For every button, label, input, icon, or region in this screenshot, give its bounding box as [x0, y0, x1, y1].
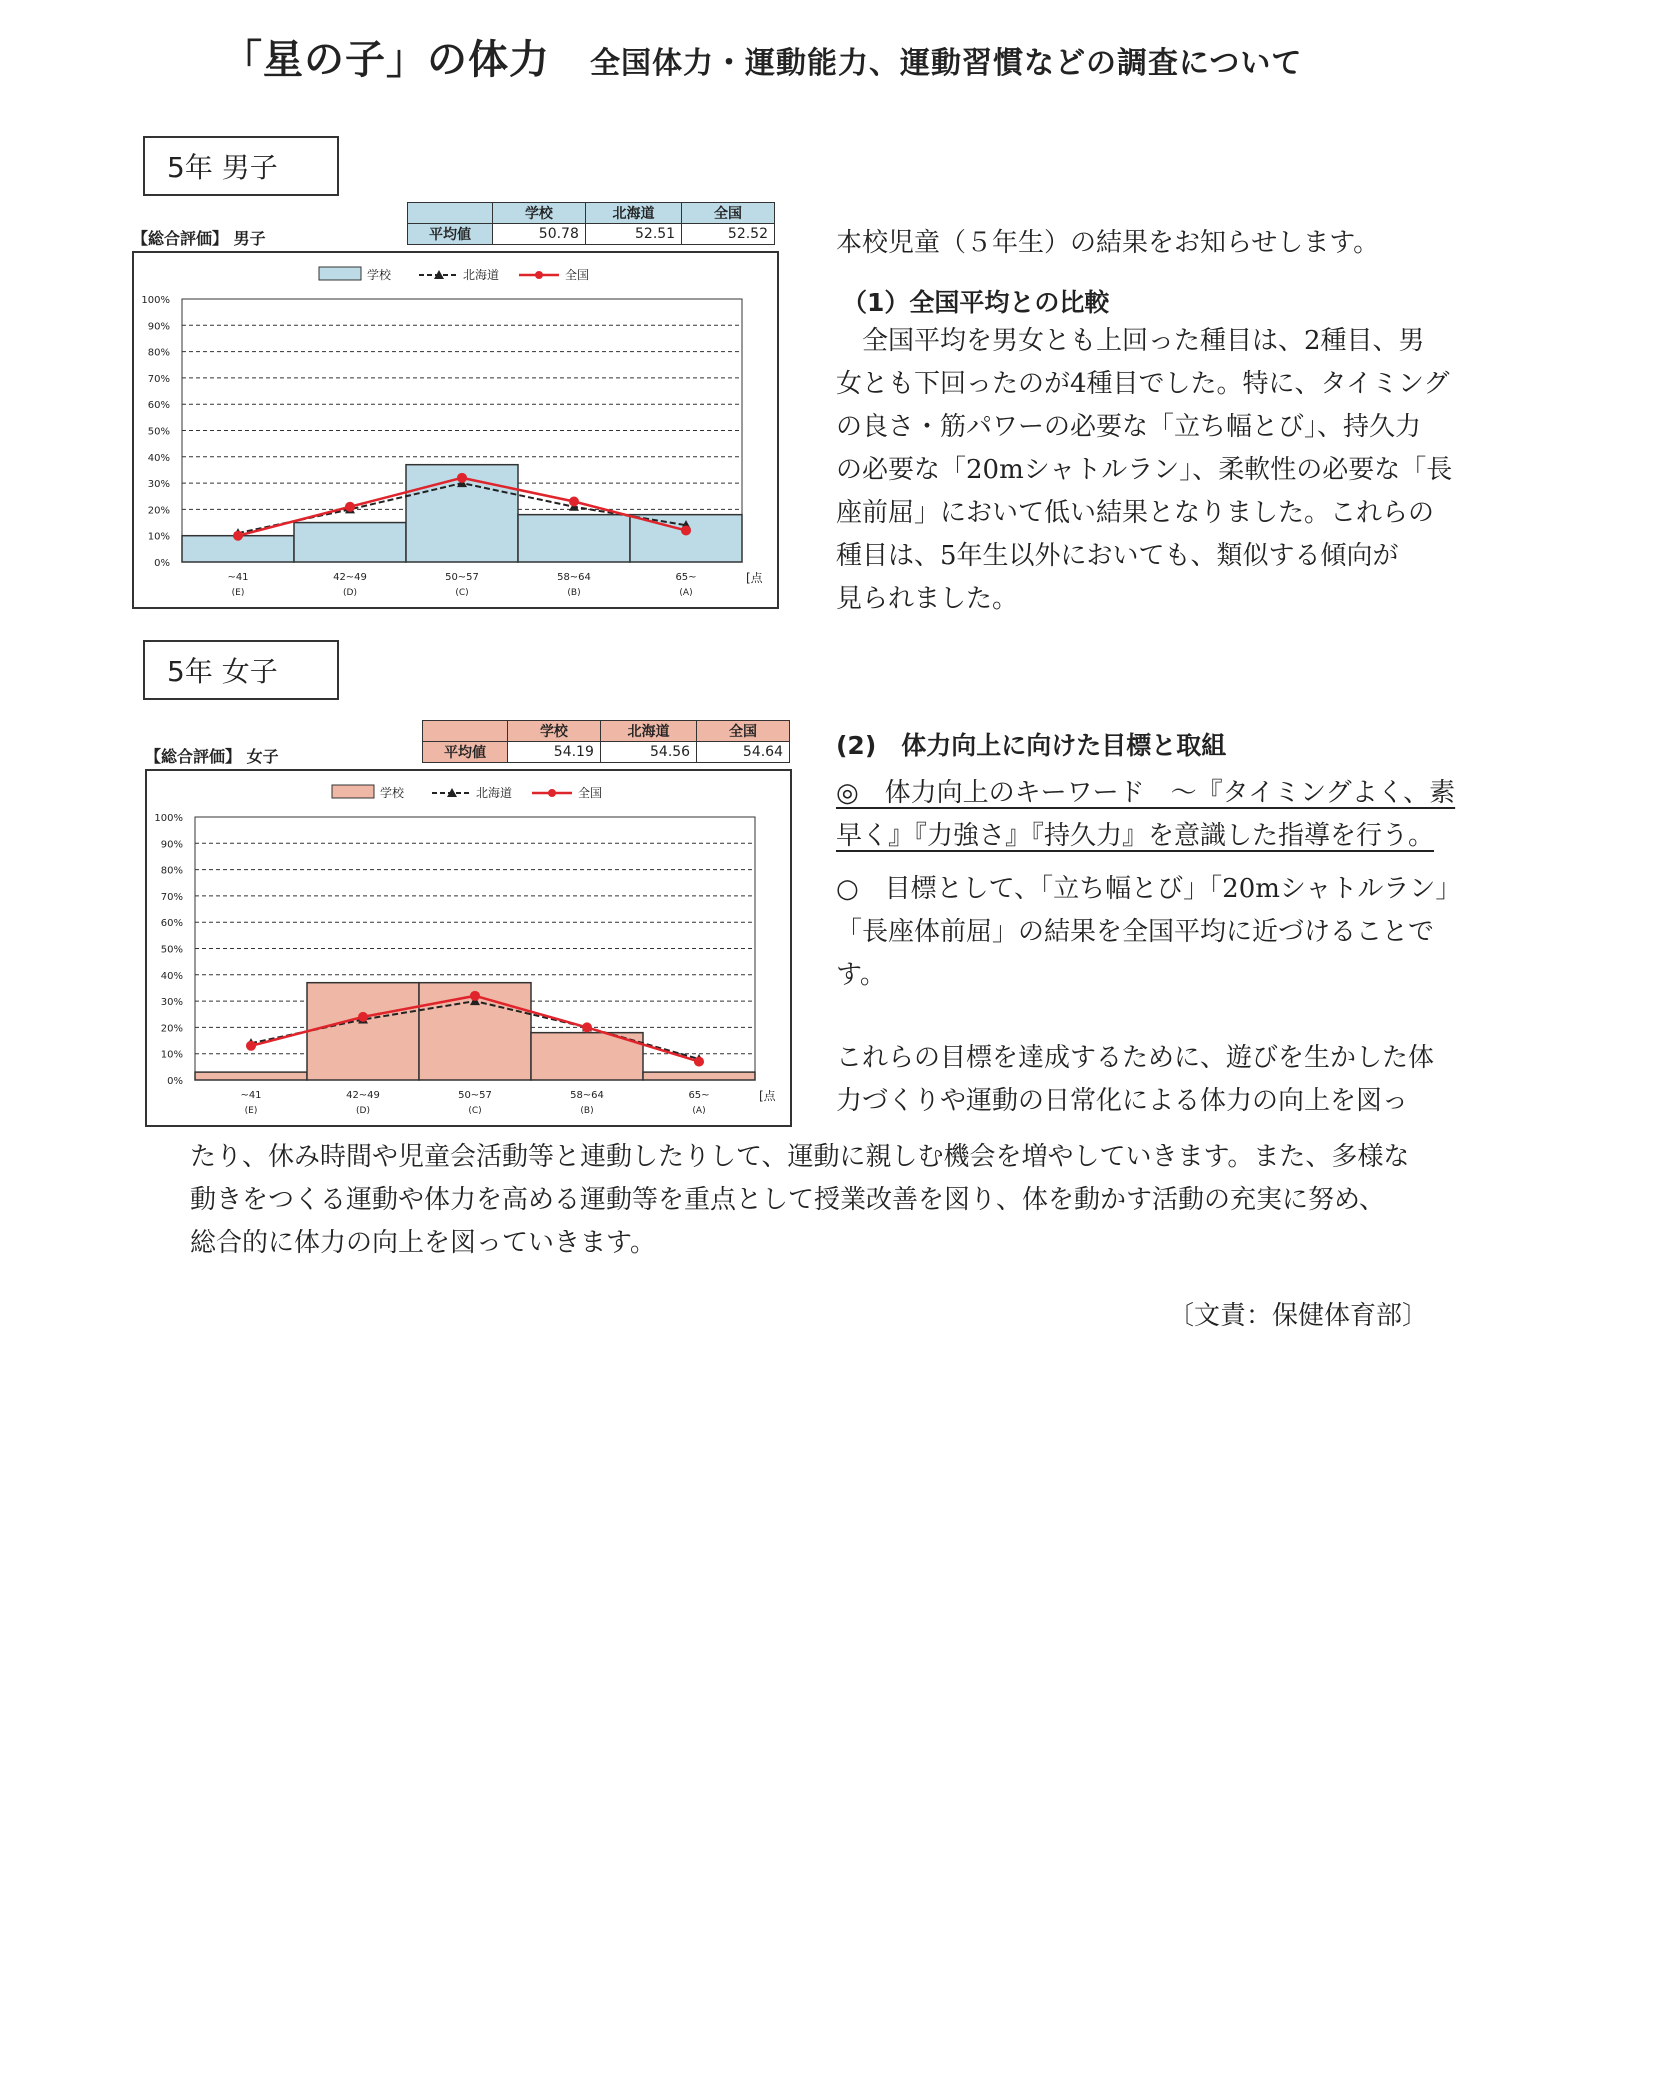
girls-grade-label: 5年 女子: [143, 640, 339, 700]
x-unit-label: [点: [759, 1089, 776, 1103]
legend-swatch-school: [319, 267, 361, 280]
bar: [307, 983, 419, 1080]
x-tick-label: ~41: [240, 1090, 262, 1101]
legend-label-hokkaido: 北海道: [463, 268, 500, 282]
point-national: [345, 502, 355, 512]
girls-avg-table: [422, 720, 790, 763]
intro-text: 本校児童（５年生）の結果をお知らせします。: [836, 228, 1380, 258]
y-tick-label: 40%: [160, 970, 183, 982]
bar: [518, 515, 630, 562]
section1-line: 全国平均を男女とも上回った種目は、2種目、男: [836, 326, 1425, 356]
x-grade-label: (D): [356, 1106, 370, 1116]
closing-line: たり、休み時間や児童会活動等と連動したりして、運動に親しむ機会を増やしていきます。また、多様な: [190, 1142, 1410, 1172]
title-main: 「星の子」の体力: [222, 37, 550, 83]
x-grade-label: (E): [244, 1106, 258, 1116]
keyword-line: ◎ 体力向上のキーワード ～『タイミングよく、素: [836, 778, 1456, 808]
y-tick-label: 50%: [147, 426, 170, 438]
girls-avg-national: 54.64: [697, 742, 790, 763]
goal-line: す。: [836, 960, 886, 990]
section1-line: 見られました。: [836, 584, 1019, 614]
x-grade-label: (C): [468, 1106, 482, 1116]
title-sub: 全国体力・運動能力、運動習慣などの調査について: [590, 46, 1303, 81]
girls-header-hokkaido: 北海道: [600, 721, 696, 742]
y-tick-label: 90%: [160, 839, 183, 851]
x-grade-label: (E): [231, 588, 245, 598]
x-tick-label: 42~49: [333, 572, 367, 583]
x-tick-label: 58~64: [570, 1090, 604, 1101]
y-tick-label: 0%: [167, 1076, 183, 1087]
y-tick-label: 20%: [160, 1023, 183, 1035]
section1-line: 種目は、5年生以外においても、類似する傾向が: [836, 541, 1399, 571]
girls-avg-school: 54.19: [508, 742, 601, 763]
y-tick-label: 10%: [160, 1049, 183, 1061]
y-tick-label: 30%: [160, 997, 183, 1009]
goal-block: [836, 868, 1462, 997]
legend-label-national: 全国: [578, 786, 603, 800]
y-tick-label: 10%: [147, 531, 170, 543]
y-tick-label: 20%: [147, 505, 170, 517]
boys-avg-hokkaido: 52.51: [585, 224, 681, 245]
legend-marker-national: [535, 271, 543, 279]
closing-line: これらの目標を達成するために、遊びを生かした体: [836, 1043, 1435, 1073]
x-tick-label: 65~: [688, 1090, 710, 1101]
keyword-block: [836, 772, 1456, 858]
x-tick-label: ~41: [227, 572, 249, 583]
bar: [294, 523, 406, 562]
legend-label-national: 全国: [565, 268, 590, 282]
section1-line: 座前屈」において低い結果となりました。これらの: [836, 498, 1435, 528]
closing-line: 動きをつくる運動や体力を高める運動等を重点として授業改善を図り、体を動かす活動の充実に努め、: [190, 1185, 1385, 1215]
bar: [195, 1072, 307, 1080]
boys-eval-label: 【総合評価】 男子: [132, 229, 266, 248]
girls-chart: [145, 769, 792, 1127]
y-tick-label: 90%: [147, 321, 170, 333]
x-grade-label: (C): [455, 588, 469, 598]
girls-row-label: 平均値: [423, 742, 508, 763]
girls-avg-hokkaido: 54.56: [600, 742, 696, 763]
girls-eval-label: 【総合評価】 女子: [145, 747, 279, 766]
point-national: [694, 1057, 704, 1067]
y-tick-label: 70%: [160, 891, 183, 903]
legend-label-school: 学校: [367, 268, 392, 282]
closing-right-block: [836, 1037, 1456, 1123]
y-tick-label: 60%: [147, 400, 170, 412]
point-national: [358, 1012, 368, 1022]
legend-marker-national: [548, 789, 556, 797]
x-grade-label: (A): [692, 1106, 706, 1116]
y-tick-label: 0%: [154, 558, 170, 569]
closing-line: 総合的に体力の向上を図っていきます。: [190, 1228, 656, 1258]
legend-label-hokkaido: 北海道: [476, 786, 513, 800]
point-national: [457, 473, 467, 483]
x-grade-label: (B): [580, 1106, 594, 1116]
y-tick-label: 100%: [141, 295, 170, 306]
page-title: [222, 28, 1302, 85]
keyword-line: 早く』『力強さ』『持久力』を意識した指導を行う。: [836, 821, 1435, 851]
x-tick-label: 65~: [675, 572, 697, 583]
y-tick-label: 70%: [147, 373, 170, 385]
y-tick-label: 80%: [147, 347, 170, 359]
x-grade-label: (A): [679, 588, 693, 598]
y-tick-label: 80%: [160, 865, 183, 877]
point-national: [233, 531, 243, 541]
boys-avg-school: 50.78: [493, 224, 586, 245]
section1-body: [836, 320, 1456, 621]
closing-full-block: [190, 1136, 1470, 1265]
signature: 〔文責：保健体育部〕: [1168, 1301, 1429, 1331]
point-national: [470, 991, 480, 1001]
boys-avg-table: [407, 202, 775, 245]
y-tick-label: 60%: [160, 918, 183, 930]
x-tick-label: 50~57: [445, 572, 479, 583]
y-tick-label: 100%: [154, 813, 183, 824]
boys-row-label: 平均値: [408, 224, 493, 245]
section1-line: の必要な「20mシャトルラン」、柔軟性の必要な「長: [836, 455, 1453, 485]
x-grade-label: (D): [343, 588, 357, 598]
boys-header-national: 全国: [682, 203, 775, 224]
boys-chart: [132, 251, 779, 609]
x-tick-label: 42~49: [346, 1090, 380, 1101]
x-grade-label: (B): [567, 588, 581, 598]
boys-header-school: 学校: [493, 203, 586, 224]
point-national: [569, 497, 579, 507]
section1-heading: （1）全国平均との比較: [842, 288, 1110, 317]
bar: [643, 1072, 755, 1080]
girls-header-national: 全国: [697, 721, 790, 742]
boys-grade-label: 5年 男子: [143, 136, 339, 196]
closing-line: 力づくりや運動の日常化による体力の向上を図っ: [836, 1086, 1409, 1116]
boys-header-hokkaido: 北海道: [585, 203, 681, 224]
legend-label-school: 学校: [380, 786, 405, 800]
x-tick-label: 50~57: [458, 1090, 492, 1101]
legend-swatch-school: [332, 785, 374, 798]
point-national: [681, 525, 691, 535]
y-tick-label: 40%: [147, 452, 170, 464]
section1-line: の良さ・筋パワーの必要な「立ち幅とび」、持久力: [836, 412, 1422, 442]
section1-line: 女とも下回ったのが4種目でした。特に、タイミング: [836, 369, 1450, 399]
point-national: [582, 1022, 592, 1032]
goal-line: ○ 目標として、「立ち幅とび」「20mシャトルラン」: [836, 874, 1462, 904]
x-tick-label: 58~64: [557, 572, 591, 583]
y-tick-label: 30%: [147, 479, 170, 491]
x-unit-label: [点: [746, 571, 763, 585]
point-national: [246, 1041, 256, 1051]
y-tick-label: 50%: [160, 944, 183, 956]
girls-header-school: 学校: [508, 721, 601, 742]
goal-line: 「長座体前屈」の結果を全国平均に近づけることで: [836, 917, 1435, 947]
boys-avg-national: 52.52: [682, 224, 775, 245]
section2-heading: (2) 体力向上に向けた目標と取組: [836, 731, 1227, 760]
